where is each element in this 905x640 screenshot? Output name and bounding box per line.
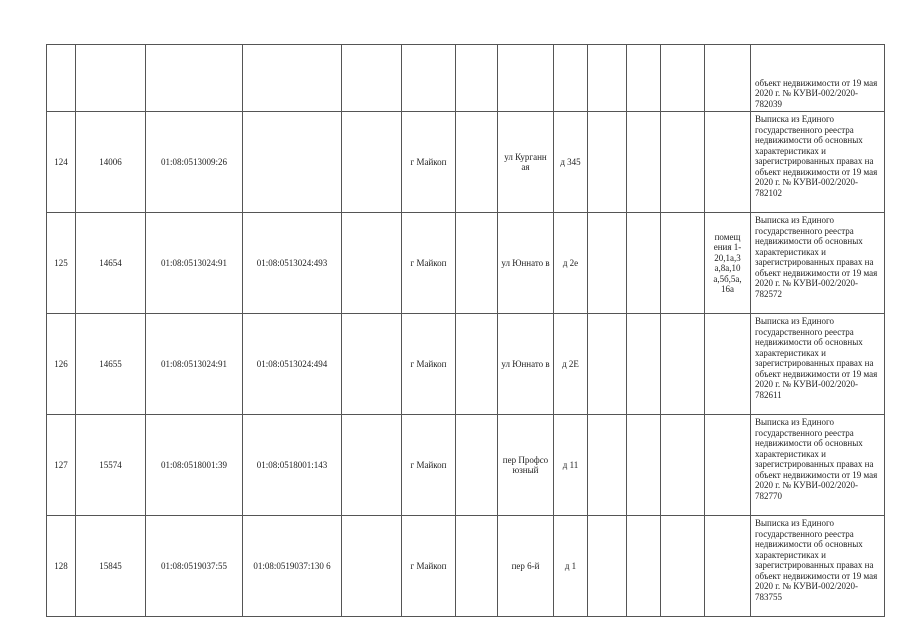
house: д 345 — [554, 112, 588, 213]
table-row — [47, 415, 885, 516]
city: г Майкоп — [402, 516, 456, 617]
cadastral-number: 01:08:0513009:26 — [146, 112, 243, 213]
document-reference: Выписка из Единого государственного реестра недвижимости об основных характеристиках и зарегистрированных правах на объект недвижимости от 19 мая 2020 г. № КУВИ-002/2020-783755 — [751, 516, 885, 617]
street: ул Юннато в — [498, 213, 554, 314]
cell — [554, 45, 588, 112]
table-row — [47, 112, 885, 213]
cadastral-number-premises: 01:08:0513024:493 — [243, 213, 342, 314]
cell — [627, 112, 661, 213]
cell — [588, 45, 627, 112]
cell — [661, 314, 705, 415]
property-register-table — [46, 44, 885, 617]
row-number: 126 — [47, 314, 76, 415]
cell — [456, 213, 498, 314]
object-id: 14655 — [76, 314, 146, 415]
cell — [627, 516, 661, 617]
house: д 2Е — [554, 314, 588, 415]
document-reference: Выписка из Единого государственного реестра недвижимости об основных характеристиках и зарегистрированных правах на объект недвижимости от 19 мая 2020 г. № КУВИ-002/2020-782102 — [751, 112, 885, 213]
cell — [627, 415, 661, 516]
city: г Майкоп — [402, 112, 456, 213]
cell — [498, 45, 554, 112]
table-row — [47, 314, 885, 415]
premises — [705, 516, 751, 617]
cell — [146, 45, 243, 112]
cell — [342, 516, 402, 617]
cell — [456, 516, 498, 617]
cell — [588, 516, 627, 617]
city: г Майкоп — [402, 213, 456, 314]
cell — [627, 45, 661, 112]
cell — [627, 213, 661, 314]
cell — [661, 213, 705, 314]
cadastral-number: 01:08:0513024:91 — [146, 213, 243, 314]
cell — [588, 112, 627, 213]
street: ул Курганн ая — [498, 112, 554, 213]
house: д 2е — [554, 213, 588, 314]
cell — [661, 516, 705, 617]
cell — [456, 415, 498, 516]
row-number: 125 — [47, 213, 76, 314]
table-row — [47, 213, 885, 314]
premises — [705, 112, 751, 213]
document-reference: объект недвижимости от 19 мая 2020 г. № КУВИ-002/2020-782039 — [751, 45, 885, 112]
cell — [661, 415, 705, 516]
cell — [456, 112, 498, 213]
object-id: 14006 — [76, 112, 146, 213]
cell — [627, 314, 661, 415]
cell — [342, 415, 402, 516]
document-reference: Выписка из Единого государственного реестра недвижимости об основных характеристиках и зарегистрированных правах на объект недвижимости от 19 мая 2020 г. № КУВИ-002/2020-782572 — [751, 213, 885, 314]
cell — [342, 45, 402, 112]
cell — [705, 45, 751, 112]
cell — [588, 314, 627, 415]
cell — [342, 213, 402, 314]
table-row — [47, 516, 885, 617]
row-number: 127 — [47, 415, 76, 516]
street: ул Юннато в — [498, 314, 554, 415]
object-id: 15845 — [76, 516, 146, 617]
row-number: 128 — [47, 516, 76, 617]
cell — [588, 213, 627, 314]
cell — [342, 112, 402, 213]
cell — [47, 45, 76, 112]
cadastral-number-premises: 01:08:0513024:494 — [243, 314, 342, 415]
row-number: 124 — [47, 112, 76, 213]
document-reference: Выписка из Единого государственного реестра недвижимости об основных характеристиках и зарегистрированных правах на объект недвижимости от 19 мая 2020 г. № КУВИ-002/2020-782770 — [751, 415, 885, 516]
street: пер 6-й — [498, 516, 554, 617]
document-reference: Выписка из Единого государственного реестра недвижимости об основных характеристиках и зарегистрированных правах на объект недвижимости от 19 мая 2020 г. № КУВИ-002/2020-782611 — [751, 314, 885, 415]
cell — [588, 415, 627, 516]
cadastral-number: 01:08:0519037:55 — [146, 516, 243, 617]
cell — [456, 314, 498, 415]
city: г Майкоп — [402, 415, 456, 516]
cell — [456, 45, 498, 112]
city: г Майкоп — [402, 314, 456, 415]
street: пер Профсо юзный — [498, 415, 554, 516]
cell — [342, 314, 402, 415]
premises — [705, 415, 751, 516]
cell — [402, 45, 456, 112]
cell — [661, 112, 705, 213]
cadastral-number-premises: 01:08:0519037:130 6 — [243, 516, 342, 617]
cadastral-number-premises — [243, 112, 342, 213]
object-id: 14654 — [76, 213, 146, 314]
cell — [76, 45, 146, 112]
premises — [705, 314, 751, 415]
cadastral-number: 01:08:0513024:91 — [146, 314, 243, 415]
table-row — [47, 45, 885, 112]
object-id: 15574 — [76, 415, 146, 516]
cell — [243, 45, 342, 112]
premises: помещ ения 1-20,1а,3 а,8а,10 а,5б,5а, 16а — [705, 213, 751, 314]
house: д 11 — [554, 415, 588, 516]
cadastral-number-premises: 01:08:0518001:143 — [243, 415, 342, 516]
cadastral-number: 01:08:0518001:39 — [146, 415, 243, 516]
house: д 1 — [554, 516, 588, 617]
cell — [661, 45, 705, 112]
